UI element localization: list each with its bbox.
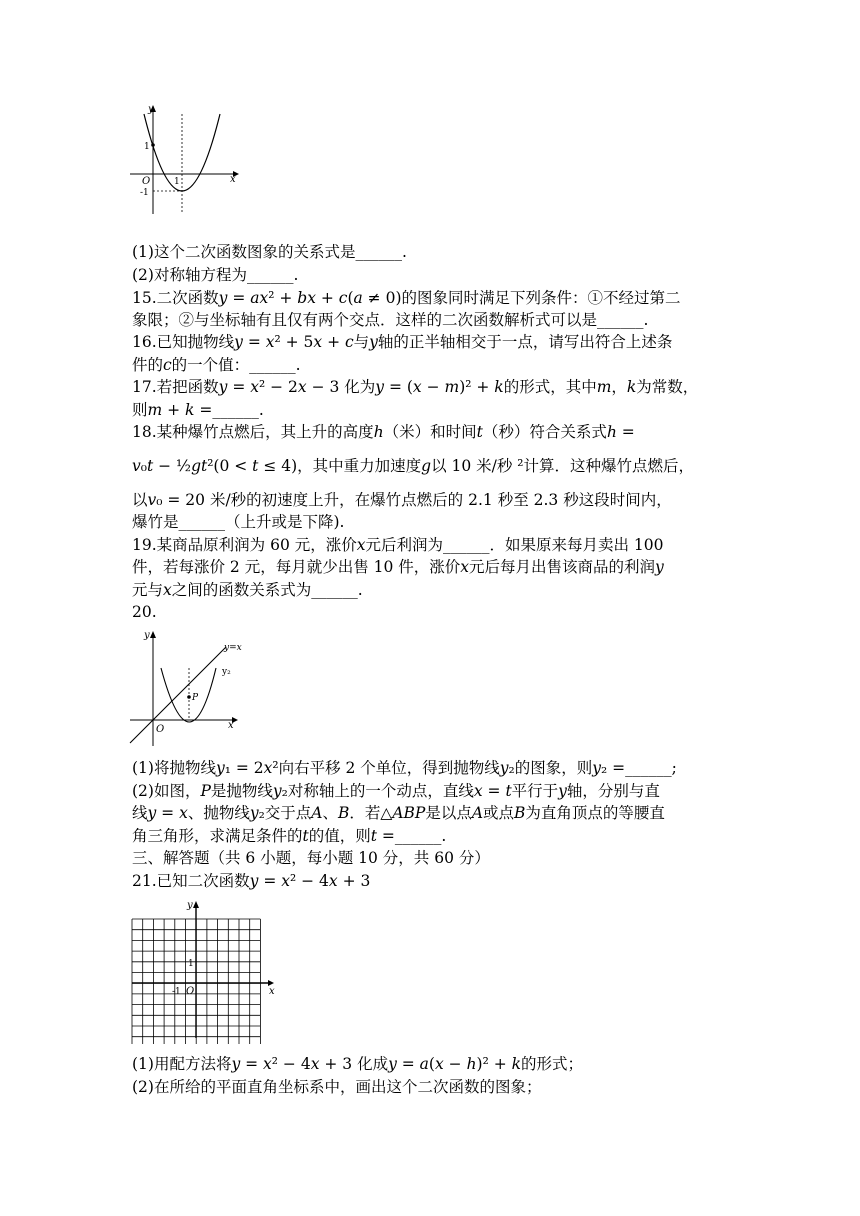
q14-part2: (2)对称轴方程为______. xyxy=(132,266,299,284)
q20-part2-line2: 线𝑦 = 𝑥、抛物线𝑦₂交于点𝐴、𝐵．若△𝐴𝐵𝑃是以点𝐴或点𝐵为直角顶点的等腰直 xyxy=(132,804,665,822)
q20-part2-line3: 角三角形，求满足条件的𝑡的值，则𝑡 =______. xyxy=(132,827,447,845)
q20-part1: (1)将抛物线𝑦₁ = 2𝑥²向右平移 2 个单位，得到抛物线𝑦₂的图象，则𝑦₂ =______; xyxy=(132,759,677,777)
q19-line2: 件，若每涨价 2 元，每月就少出售 10 件，涨价𝑥元后每月出售该商品的利润𝑦 xyxy=(132,558,664,576)
grid-origin: O xyxy=(186,986,195,997)
grid-x-label: x xyxy=(269,986,275,997)
fig2-origin: O xyxy=(156,724,165,735)
q21-part2: (2)在所给的平面直角坐标系中，画出这个二次函数的图象； xyxy=(132,1078,542,1096)
q19-line3: 元与𝑥之间的函数关系式为______. xyxy=(132,581,363,599)
parabola-figure-1 xyxy=(128,98,253,218)
point-p xyxy=(187,695,191,699)
coordinate-grid xyxy=(128,898,278,1044)
y-axis-arrow xyxy=(150,631,156,638)
q18-line4: 爆竹是______（上升或是下降). xyxy=(132,513,345,531)
q14-part1: (1)这个二次函数图象的关系式是______. xyxy=(132,243,407,261)
q18-line3: 以𝑣₀ = 20 米/秒的初速度上升，在爆竹点燃后的 2.1 秒至 2.3 秒这段时间内， xyxy=(132,491,672,509)
fig1-x-label: x xyxy=(230,174,236,185)
y1-point xyxy=(151,143,155,147)
fig1-tick-y1: 1 xyxy=(144,142,150,152)
q20-number: 20. xyxy=(132,603,157,621)
q21-stem: 21.已知二次函数𝑦 = 𝑥² − 4𝑥 + 3 xyxy=(132,872,371,890)
q16-line2: 件的𝑐的一个值：______. xyxy=(132,356,301,374)
fig1-origin: O xyxy=(142,176,151,187)
fig1-y-label: y xyxy=(148,104,154,115)
fig2-curve-label: y₂ xyxy=(222,667,231,677)
fig2-y-label: y xyxy=(144,630,150,641)
grid-tick-neg1: -1 xyxy=(172,987,181,997)
q17-line1: 17.若把函数𝑦 = 𝑥² − 2𝑥 − 3 化为𝑦 = (𝑥 − 𝑚)² + 𝑘的形式，其中𝑚，𝑘为常数， xyxy=(132,378,699,396)
q18-line1: 18.某种爆竹点燃后，其上升的高度ℎ（米）和时间𝑡（秒）符合关系式ℎ = xyxy=(132,423,635,441)
fig1-tick-x1: 1 xyxy=(174,177,180,187)
fig2-point-label: P xyxy=(192,693,199,703)
q17-line2: 则𝑚 + 𝑘 =______. xyxy=(132,401,264,419)
q19-line1: 19.某商品原利润为 60 元，涨价𝑥元后利润为______．如果原来每月卖出 100 xyxy=(132,536,664,554)
q15-line1: 15.二次函数𝑦 = 𝑎𝑥² + 𝑏𝑥 + 𝑐(𝑎 ≠ 0)的图象同时满足下列条件：①不经过第二 xyxy=(132,289,681,307)
q15-line2: 象限；②与坐标轴有且仅有两个交点．这样的二次函数解析式可以是______. xyxy=(132,311,649,329)
line-y-equals-x xyxy=(130,647,226,743)
parabola-line-figure-2 xyxy=(128,626,253,748)
section3-heading: 三、解答题（共 6 小题，每小题 10 分，共 60 分） xyxy=(132,849,490,867)
grid-tick-1: 1 xyxy=(188,959,194,969)
parabola-y2-curve xyxy=(161,668,216,722)
y-axis-arrow xyxy=(193,901,199,908)
q16-line1: 16.已知抛物线𝑦 = 𝑥² + 5𝑥 + 𝑐与𝑦轴的正半轴相交于一点，请写出符合上述条 xyxy=(132,333,673,351)
fig2-line-label: y=x xyxy=(224,643,242,653)
q18-line2: 𝑣₀𝑡 − ½𝑔𝑡²(0 < 𝑡 ≤ 4)，其中重力加速度𝑔以 10 米/秒 ²计算．这种爆竹点燃后， xyxy=(132,457,695,475)
fig1-tick-yneg1: -1 xyxy=(140,188,149,198)
grid-y-label: y xyxy=(187,900,193,911)
q20-part2-line1: (2)如图，𝑃是抛物线𝑦₂对称轴上的一个动点，直线𝑥 = 𝑡平行于𝑦轴，分别与直 xyxy=(132,782,660,800)
q21-part1: (1)用配方法将𝑦 = 𝑥² − 4𝑥 + 3 化成𝑦 = 𝑎(𝑥 − ℎ)² + 𝑘的形式； xyxy=(132,1055,584,1073)
fig2-x-label: x xyxy=(228,720,234,731)
